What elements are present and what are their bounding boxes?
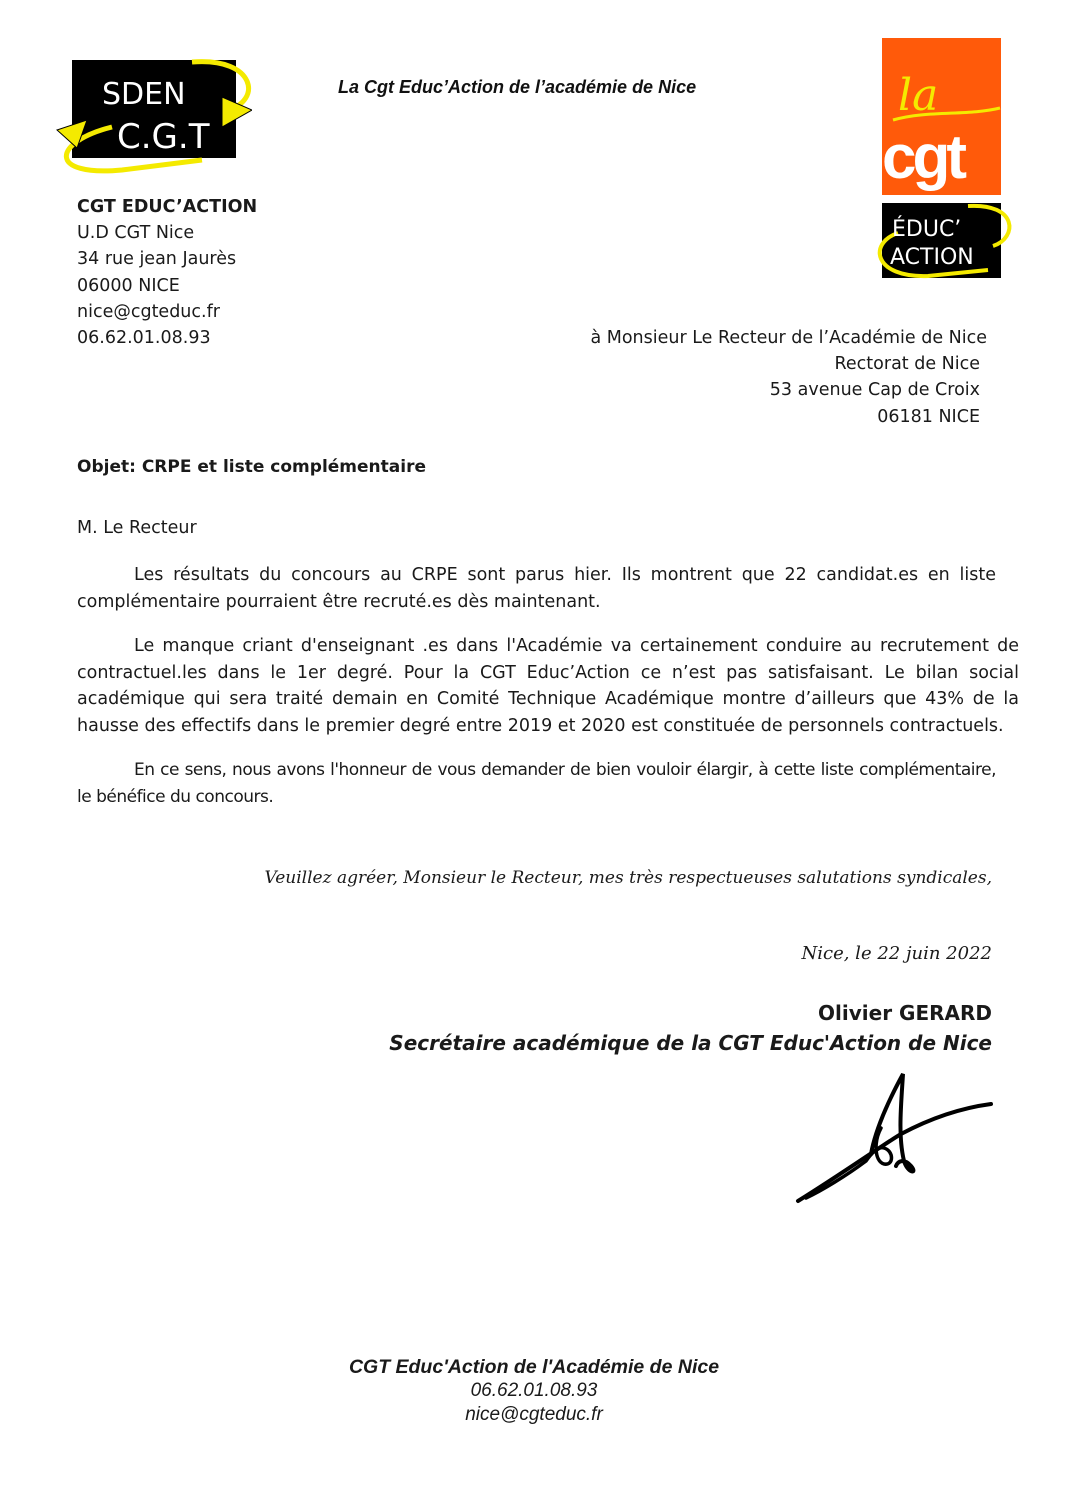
cgt-logo-line1: ÉDUC’ bbox=[892, 217, 962, 242]
sender-city: 06000 NICE bbox=[77, 275, 180, 296]
recipient-line1: à Monsieur Le Recteur de l’Académie de Nice bbox=[590, 328, 987, 348]
letter-date: Nice, le 22 juin 2022 bbox=[801, 943, 992, 964]
sender-org: CGT EDUC’ACTION bbox=[77, 197, 258, 217]
cgt-educaction-logo bbox=[868, 38, 1014, 280]
signer-name: Olivier GERARD bbox=[818, 1001, 992, 1025]
cgt-logo-cgt: cgt bbox=[882, 123, 963, 192]
sden-logo-line2: C.G.T bbox=[117, 117, 210, 157]
recipient-block bbox=[590, 325, 987, 430]
letter-salutation: M. Le Recteur bbox=[77, 518, 197, 538]
cgt-logo-la: la bbox=[898, 70, 939, 121]
letter-paragraph-3: En ce sens, nous avons l'honneur de vous demander de bien vouloir élargir, à cette liste complémentaire, le bénéfice du concours. bbox=[77, 760, 996, 807]
page-footer bbox=[0, 1355, 1068, 1427]
sender-phone: 06.62.01.08.93 bbox=[77, 328, 211, 349]
signer-role: Secrétaire académique de la CGT Educ'Action de Nice bbox=[389, 1031, 992, 1055]
letter-subject: Objet: CRPE et liste complémentaire bbox=[77, 457, 426, 477]
sden-logo-line1: SDEN bbox=[102, 77, 186, 112]
footer-email: nice@cgteduc.fr bbox=[465, 1404, 603, 1425]
sden-cgt-logo bbox=[52, 52, 252, 174]
footer-org: CGT Educ'Action de l'Académie de Nice bbox=[348, 1356, 720, 1378]
handwritten-signature bbox=[786, 1066, 1006, 1211]
letter-paragraph-1: Les résultats du concours au CRPE sont parus hier. Ils montrent que 22 candidat.es en liste complémentaire pourraient être recruté.es dès maintenant. bbox=[77, 565, 996, 612]
letter-closing: Veuillez agréer, Monsieur le Recteur, mes très respectueuses salutations syndicales, bbox=[264, 868, 992, 888]
sender-unit: U.D CGT Nice bbox=[77, 223, 195, 244]
recipient-line4: 06181 NICE bbox=[877, 406, 980, 427]
cgt-logo-line2: ACTION bbox=[890, 245, 974, 270]
sender-email: nice@cgteduc.fr bbox=[77, 301, 220, 322]
recipient-line3: 53 avenue Cap de Croix bbox=[769, 380, 980, 401]
sender-street: 34 rue jean Jaurès bbox=[77, 249, 237, 270]
header-title: La Cgt Educ’Action de l’académie de Nice bbox=[338, 77, 697, 97]
letter-paragraph-2: Le manque criant d'enseignant .es dans l'Académie va certainement conduire au recrutement de contractuel.les dans le 1er degré. Pour la CGT Educ’Action ce n’est pas satisfaisant. Le bilan social académique qui sera traité demain en Comité Technique Académique montre d’ailleurs que 43% de la hausse des effectifs dans le premier degré entre 2019 et 2020 est constituée de personnels contractuels. bbox=[77, 636, 1019, 736]
footer-phone: 06.62.01.08.93 bbox=[470, 1380, 598, 1401]
sender-block bbox=[77, 194, 257, 351]
recipient-line2: Rectorat de Nice bbox=[834, 354, 980, 375]
